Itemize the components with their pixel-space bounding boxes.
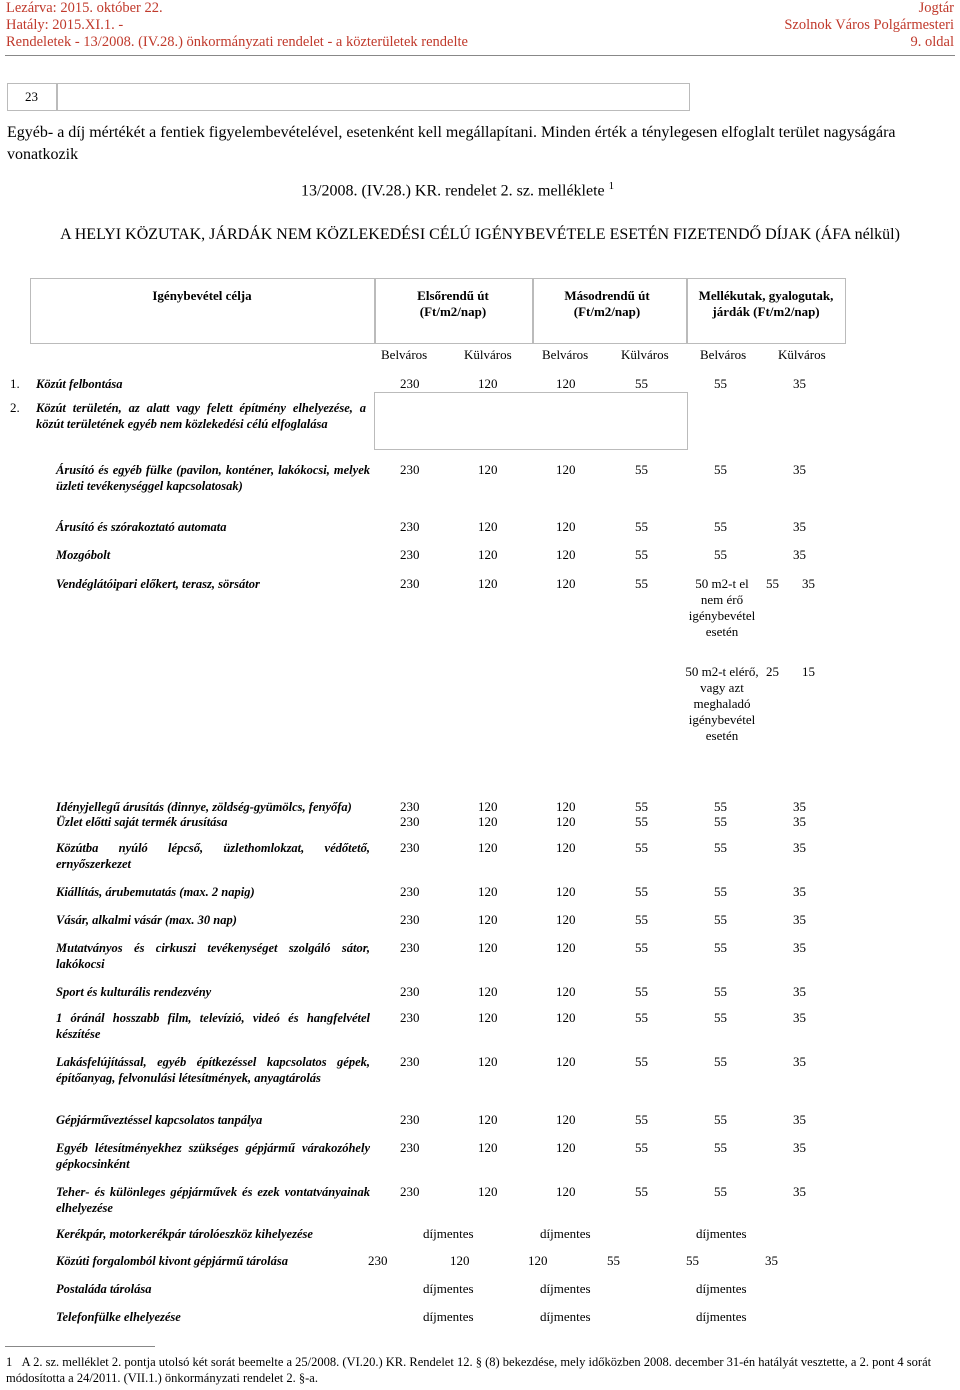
value-cell: 55 — [714, 940, 727, 955]
value-cell: 120 — [478, 576, 498, 591]
value-cell: 230 — [400, 576, 420, 591]
row-label: Gépjárműveztéssel kapcsolatos tanpálya — [56, 1113, 263, 1127]
value-cell: 35 — [793, 1010, 806, 1025]
value-cell: 35 — [793, 984, 806, 999]
row-label: Kiállítás, árubemutatás (max. 2 napig) — [56, 885, 255, 899]
col-header-primary-road: Elsőrendű út (Ft/m2/nap) — [417, 288, 489, 319]
value-cell: 35 — [793, 940, 806, 955]
value-cell: 35 — [793, 840, 806, 855]
footnote-text: A 2. sz. melléklet 2. pontja utolsó két sorát beemelte a 25/2008. (VI.20.) KR. Rendelet 12. § (8) bekezdése, mely időközben 2008. december 31-én hatályát vesztette, a 2. pont 4 sorát módosította a 24/2011. (VII.1.) önkormányzati rendelet 2. §-a. — [6, 1355, 932, 1385]
row-label: Postaláda tárolása — [56, 1282, 152, 1296]
row-label: Vendéglátóipari előkert, terasz, sörsátor — [56, 577, 260, 591]
value-cell: 120 — [556, 940, 576, 955]
value-cell: 120 — [478, 519, 498, 534]
value-cell: 55 — [714, 1010, 727, 1025]
value-cell: 55 — [714, 1184, 727, 1199]
value-cell: 55 — [635, 799, 648, 814]
value-cell: 35 — [793, 1112, 806, 1127]
header-divider — [5, 55, 955, 56]
value-cell: 35 — [793, 519, 806, 534]
row-label: Közút felbontása — [36, 377, 123, 391]
value-cell: 120 — [478, 799, 498, 814]
value-cell: 55 — [714, 884, 727, 899]
row-label: Vásár, alkalmi vásár (max. 30 nap) — [56, 913, 237, 927]
value-cell: 55 — [635, 547, 648, 562]
value-cell: 120 — [478, 884, 498, 899]
row-label: Árusító és szórakoztató automata — [56, 520, 227, 534]
value-cell: 230 — [400, 462, 420, 477]
value-cell: 230 — [400, 912, 420, 927]
value-cell: 55 — [635, 576, 648, 591]
value-cell: 120 — [556, 1054, 576, 1069]
row-number: 2. — [10, 400, 20, 415]
value-cell: 120 — [478, 940, 498, 955]
value-cell: díjmentes — [540, 1226, 591, 1241]
value-cell: 35 — [793, 799, 806, 814]
value-cell: 55 — [714, 840, 727, 855]
value-cell: 120 — [478, 912, 498, 927]
top-box-number-text: 23 — [25, 89, 38, 104]
value-cell: 120 — [556, 547, 576, 562]
value-cell: 55 — [714, 462, 727, 477]
row-label: Mutatványos és cirkuszi tevékenységet szolgáló sátor, lakókocsi — [56, 941, 370, 971]
value-cell: díjmentes — [696, 1226, 747, 1241]
value-cell: 55 — [635, 940, 648, 955]
sub-header: Belváros — [381, 347, 428, 362]
value-cell: 230 — [400, 547, 420, 562]
value-cell: 230 — [400, 984, 420, 999]
value-cell: díjmentes — [423, 1281, 474, 1296]
value-cell: 55 — [635, 814, 648, 829]
value-cell: 230 — [368, 1253, 388, 1268]
value-cell: 35 — [793, 884, 806, 899]
value-cell: díjmentes — [423, 1226, 474, 1241]
value-cell: 120 — [478, 376, 498, 391]
value-cell: 120 — [556, 576, 576, 591]
row-label: Közúti forgalomból kivont gépjármű tárolása — [56, 1254, 288, 1268]
sub-header: Külváros — [464, 347, 512, 362]
value-cell: 120 — [556, 799, 576, 814]
col-header-purpose: Igénybevétel célja — [152, 288, 252, 303]
value-cell: 55 — [635, 840, 648, 855]
value-cell: 230 — [400, 799, 420, 814]
value-cell: 35 — [793, 547, 806, 562]
col-header-minor-roads: Mellékutak, gyalogutak, járdák (Ft/m2/nap) — [698, 288, 834, 319]
value-cell: 120 — [556, 519, 576, 534]
value-cell: 120 — [478, 1140, 498, 1155]
sub-header: Külváros — [621, 347, 669, 362]
value-cell: 35 — [793, 814, 806, 829]
sub-header: Belváros — [542, 347, 589, 362]
value-cell: díjmentes — [696, 1309, 747, 1324]
value-cell: 55 — [714, 912, 727, 927]
value-cell: 55 — [714, 1140, 727, 1155]
header-page-number: 9. oldal — [910, 34, 954, 50]
footnote-divider — [5, 1346, 155, 1347]
header-effective-date: Hatály: 2015.XI.1. - — [6, 17, 124, 33]
value-cell: 25 — [766, 664, 779, 679]
value-cell: 120 — [556, 462, 576, 477]
row-label: Telefonfülke elhelyezése — [56, 1310, 181, 1324]
row-label: Közútba nyúló lépcső, üzlethomlokzat, védőtető, ernyőszerkezet — [56, 841, 370, 871]
value-cell: díjmentes — [696, 1281, 747, 1296]
value-cell: 230 — [400, 1184, 420, 1199]
top-box-number — [7, 83, 58, 111]
row-label: Sport és kulturális rendezvény — [56, 985, 212, 999]
footnote-marker: 1 — [608, 180, 615, 192]
value-cell: 120 — [478, 1184, 498, 1199]
value-cell: 230 — [400, 1054, 420, 1069]
row-label: Közút területén, az alatt vagy felett építmény elhelyezése, a közút területének egyéb nem közlekedési célú elfoglalása — [36, 401, 366, 431]
value-cell: 120 — [478, 814, 498, 829]
value-cell: 120 — [556, 1112, 576, 1127]
value-cell: 120 — [556, 814, 576, 829]
value-cell: 120 — [528, 1253, 548, 1268]
row2-box — [374, 392, 688, 450]
value-cell: 120 — [478, 547, 498, 562]
value-cell: díjmentes — [540, 1281, 591, 1296]
value-cell: 55 — [635, 376, 648, 391]
value-cell: 230 — [400, 519, 420, 534]
value-cell: 230 — [400, 1112, 420, 1127]
value-cell: 120 — [556, 840, 576, 855]
value-cell: 55 — [635, 462, 648, 477]
value-cell: 55 — [635, 912, 648, 927]
value-cell: 35 — [793, 1054, 806, 1069]
note-over-50: 50 m2-t elérő, vagy azt meghaladó igénybevétel esetén — [685, 664, 759, 743]
value-cell: 120 — [556, 884, 576, 899]
value-cell: 120 — [556, 1010, 576, 1025]
value-cell: díjmentes — [540, 1309, 591, 1324]
col-header-secondary-road: Másodrendű út (Ft/m2/nap) — [564, 288, 650, 319]
value-cell: 55 — [714, 984, 727, 999]
value-cell: 120 — [478, 984, 498, 999]
value-cell: 55 — [635, 1140, 648, 1155]
top-box-empty — [56, 83, 690, 111]
value-cell: 120 — [556, 912, 576, 927]
value-cell: 120 — [478, 1054, 498, 1069]
value-cell: 55 — [607, 1253, 620, 1268]
page-title: A HELYI KÖZUTAK, JÁRDÁK NEM KÖZLEKEDÉSI CÉLÚ IGÉNYBEVÉTELE ESETÉN FIZETENDŐ DÍJAK (ÁFA nélkül) — [60, 226, 900, 243]
intro-paragraph: Egyéb- a díj mértékét a fentiek figyelembevételével, esetenként kell megállapítani. Minden érték a ténylegesen elfoglalt terület nagyságára vonatkozik — [7, 124, 896, 163]
value-cell: 55 — [714, 1112, 727, 1127]
value-cell: 120 — [478, 462, 498, 477]
row-label: Lakásfelújítással, egyéb építkezéssel kapcsolatos gépek, építőanyag, felvonulási létesítmények, anyagtárolás — [56, 1055, 370, 1085]
value-cell: 55 — [714, 547, 727, 562]
value-cell: 120 — [478, 840, 498, 855]
value-cell: 120 — [556, 984, 576, 999]
value-cell: 55 — [635, 1184, 648, 1199]
value-cell: 35 — [793, 376, 806, 391]
row-label: Egyéb létesítményekhez szükséges gépjármű várakozóhely gépkocsinként — [56, 1141, 370, 1171]
value-cell: 120 — [556, 1184, 576, 1199]
value-cell: díjmentes — [423, 1309, 474, 1324]
note-under-50: 50 m2-t el nem érő igénybevétel esetén — [688, 576, 756, 639]
row-label: Teher- és különleges gépjárművek és ezek vontatványainak elhelyezése — [56, 1185, 370, 1215]
value-cell: 55 — [714, 376, 727, 391]
header-regulation-title: Rendeletek - 13/2008. (IV.28.) önkormányzati rendelet - a közterületek rendelte — [6, 34, 468, 50]
value-cell: 230 — [400, 814, 420, 829]
value-cell: 55 — [766, 576, 779, 591]
value-cell: 230 — [400, 884, 420, 899]
row-label: 1 óránál hosszabb film, televízió, videó és hangfelvétel készítése — [56, 1011, 370, 1041]
header-brand: Jogtár — [918, 0, 954, 16]
footnote-number: 1 — [6, 1355, 13, 1369]
value-cell: 35 — [793, 1140, 806, 1155]
value-cell: 230 — [400, 376, 420, 391]
value-cell: 35 — [793, 1184, 806, 1199]
value-cell: 15 — [802, 664, 815, 679]
row-label: Árusító és egyéb fülke (pavilon, konténer, lakókocsi, melyek üzleti tevékenységgel kapcsolatosak) — [56, 463, 370, 493]
value-cell: 55 — [635, 1010, 648, 1025]
row-label: Idényjellegű árusítás (dinnye, zöldség-gyümölcs, fenyőfa) — [56, 800, 352, 814]
sub-header: Külváros — [778, 347, 826, 362]
row-label: Kerékpár, motorkerékpár tárolóeszköz kihelyezése — [56, 1227, 313, 1241]
value-cell: 120 — [556, 376, 576, 391]
annex-reference — [301, 180, 614, 200]
row-label: Üzlet előtti saját termék árusítása — [56, 815, 228, 829]
value-cell: 35 — [802, 576, 815, 591]
value-cell: 55 — [714, 799, 727, 814]
header-publisher: Szolnok Város Polgármesteri — [784, 17, 954, 33]
value-cell: 35 — [765, 1253, 778, 1268]
sub-header: Belváros — [700, 347, 747, 362]
value-cell: 55 — [714, 519, 727, 534]
value-cell: 55 — [714, 814, 727, 829]
annex-reference-text: 13/2008. (IV.28.) KR. rendelet 2. sz. melléklete — [301, 182, 605, 200]
value-cell: 55 — [686, 1253, 699, 1268]
value-cell: 55 — [714, 1054, 727, 1069]
header-closed-date: Lezárva: 2015. október 22. — [6, 0, 163, 16]
value-cell: 230 — [400, 1010, 420, 1025]
row-label: Mozgóbolt — [56, 548, 111, 562]
value-cell: 120 — [478, 1112, 498, 1127]
value-cell: 120 — [556, 1140, 576, 1155]
value-cell: 230 — [400, 840, 420, 855]
value-cell: 230 — [400, 940, 420, 955]
value-cell: 230 — [400, 1140, 420, 1155]
row-number: 1. — [10, 376, 20, 391]
footnote — [6, 1354, 956, 1386]
value-cell: 55 — [635, 984, 648, 999]
value-cell: 120 — [478, 1010, 498, 1025]
value-cell: 35 — [793, 462, 806, 477]
value-cell: 55 — [635, 1112, 648, 1127]
value-cell: 120 — [450, 1253, 470, 1268]
value-cell: 55 — [635, 519, 648, 534]
value-cell: 55 — [635, 884, 648, 899]
value-cell: 55 — [635, 1054, 648, 1069]
value-cell: 35 — [793, 912, 806, 927]
